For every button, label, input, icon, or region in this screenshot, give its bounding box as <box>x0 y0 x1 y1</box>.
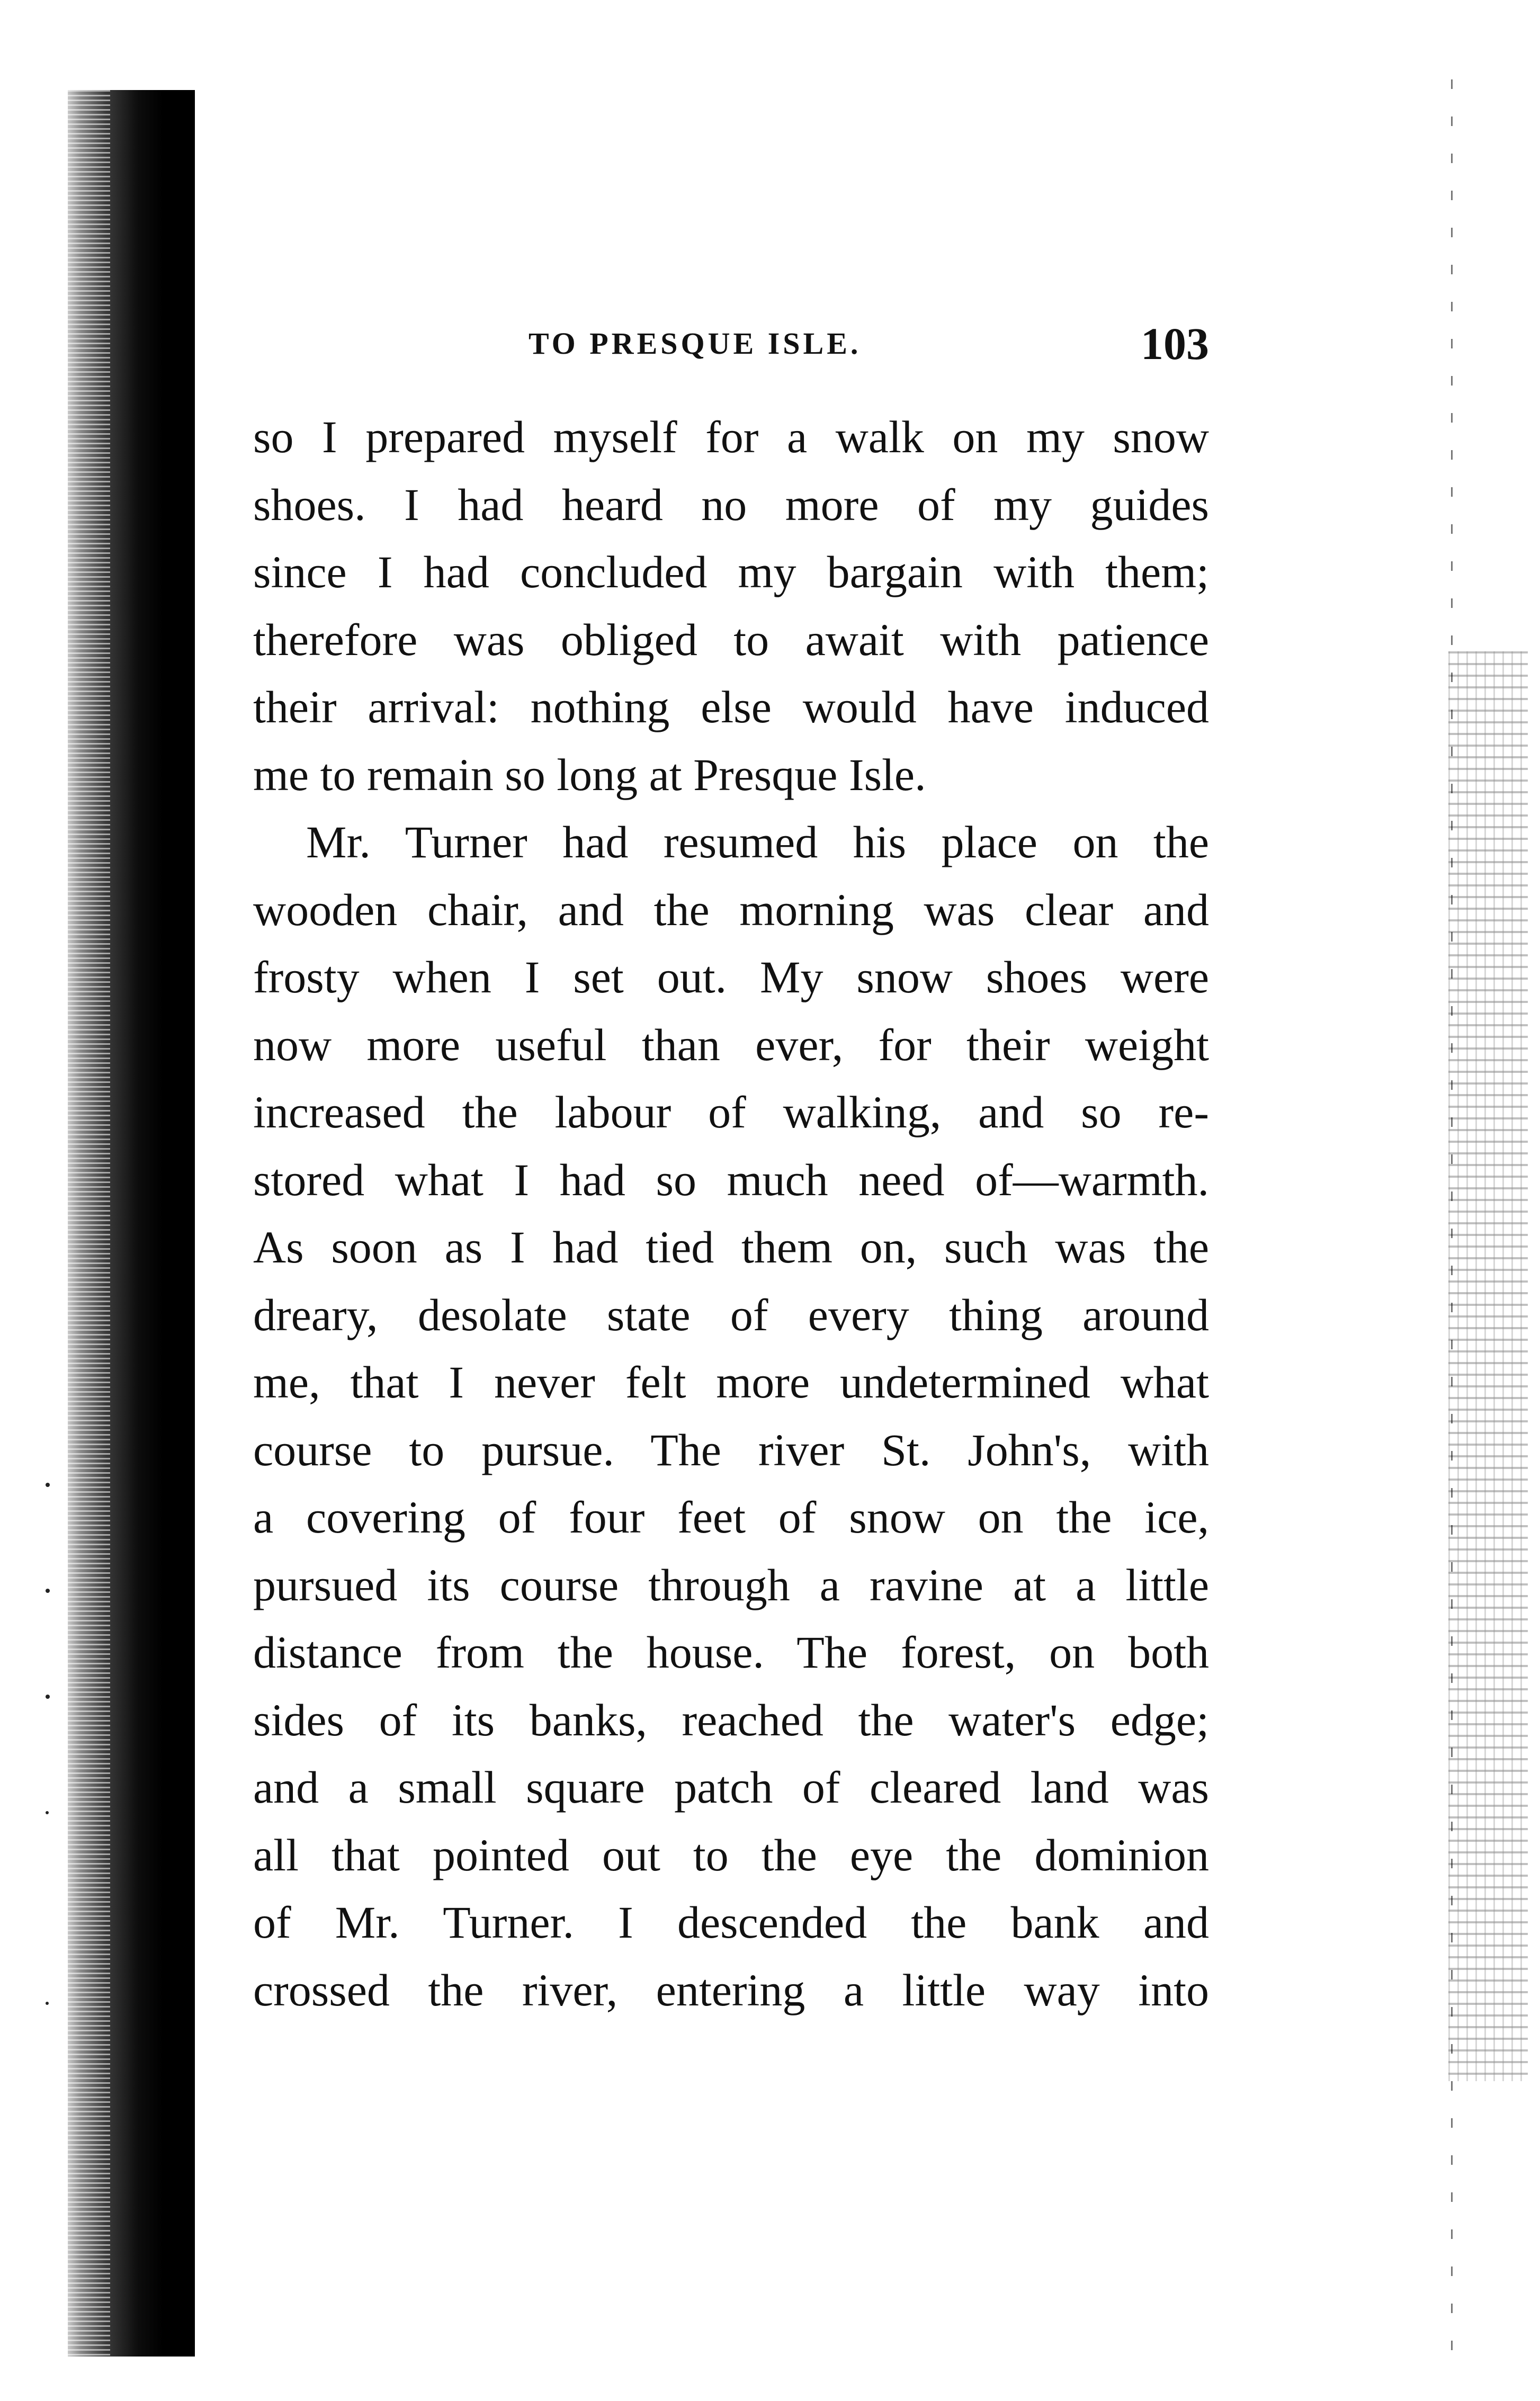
text-line: since I had concluded my bargain with them; <box>253 547 1209 597</box>
running-head <box>253 320 1209 373</box>
bleed-through-speckle <box>1448 651 1528 2081</box>
text-line: frosty when I set out. My snow shoes were <box>253 952 1209 1002</box>
text-line: stored what I had so much need of—warmth. <box>253 1154 1209 1205</box>
text-line: and a small square patch of cleared land was <box>253 1762 1209 1813</box>
page-number: 103 <box>1141 318 1209 369</box>
binding-gutter-shadow <box>68 90 195 2357</box>
margin-specks <box>37 1483 58 2012</box>
text-line: course to pursue. The river St. John's, with <box>253 1424 1209 1475</box>
text-line: therefore was obliged to await with patience <box>253 614 1209 665</box>
text-line: of Mr. Turner. I descended the bank and <box>253 1897 1209 1948</box>
text-line: pursued its course through a ravine at a little <box>253 1559 1209 1610</box>
running-title: TO PRESQUE ISLE. <box>529 326 862 361</box>
text-line: crossed the river, entering a little way into <box>253 1964 1209 2015</box>
text-line: their arrival: nothing else would have induced <box>253 682 1209 732</box>
body-text <box>253 404 1209 2024</box>
text-line: Mr. Turner had resumed his place on the <box>306 817 1209 867</box>
text-line: a covering of four feet of snow on the ice, <box>253 1492 1209 1543</box>
text-line: shoes. I had heard no more of my guides <box>253 479 1209 530</box>
text-line: distance from the house. The forest, on both <box>253 1627 1209 1678</box>
text-line: sides of its banks, reached the water's edge; <box>253 1694 1209 1745</box>
text-line: dreary, desolate state of every thing around <box>253 1289 1209 1340</box>
text-line: wooden chair, and the morning was clear and <box>253 884 1209 935</box>
text-line: all that pointed out to the eye the dominion <box>253 1829 1209 1880</box>
text-line: now more useful than ever, for their weight <box>253 1019 1209 1070</box>
text-line: me, that I never felt more undetermined what <box>253 1357 1209 1408</box>
text-line: me to remain so long at Presque Isle. <box>253 749 926 800</box>
text-line: As soon as I had tied them on, such was the <box>253 1222 1209 1273</box>
text-line: increased the labour of walking, and so re- <box>253 1087 1209 1137</box>
text-line: so I prepared myself for a walk on my snow <box>253 411 1209 462</box>
